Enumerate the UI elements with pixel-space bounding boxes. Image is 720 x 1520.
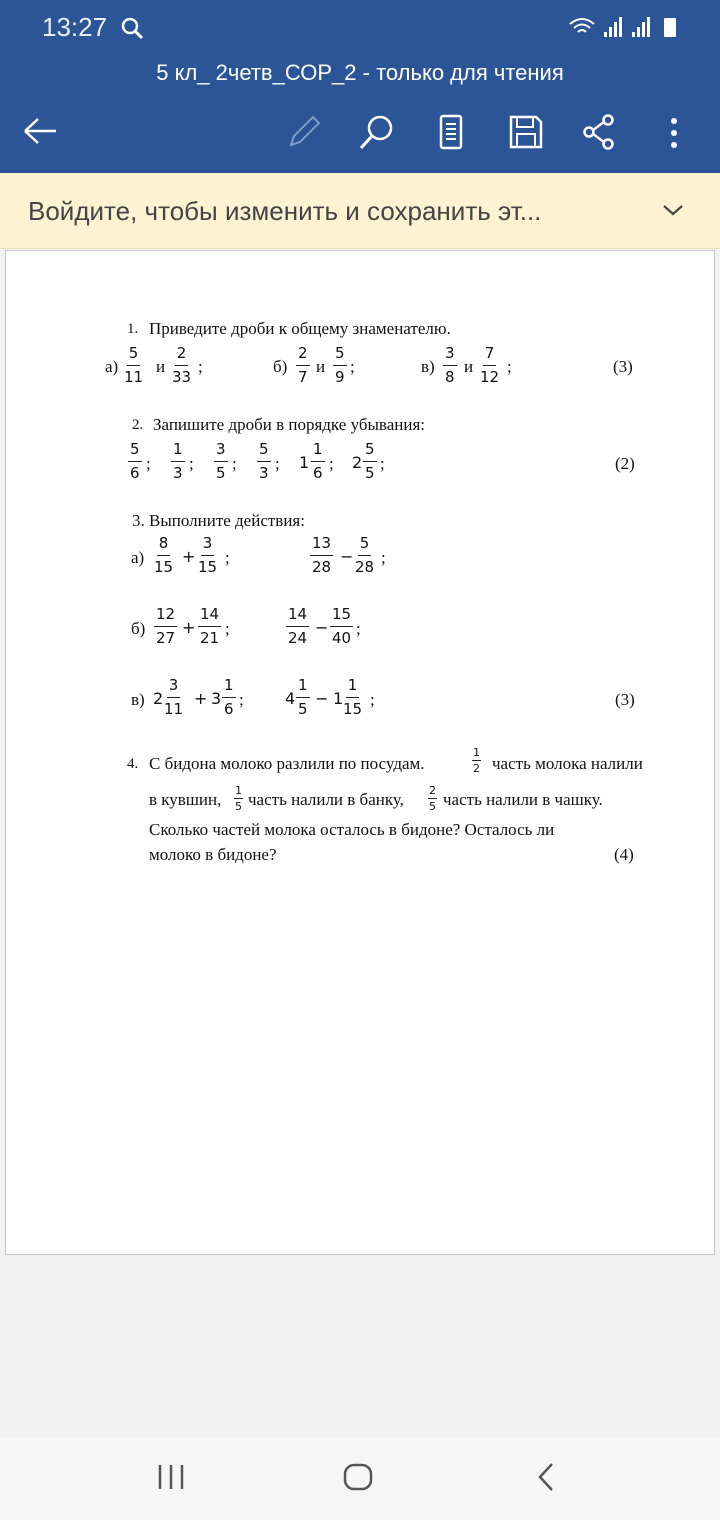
share-icon[interactable] (582, 114, 616, 150)
task4-text: часть налили в банку, (248, 790, 404, 809)
system-nav-bar (0, 1437, 720, 1520)
numerator: 1 (235, 784, 242, 797)
denominator: 28 (312, 558, 332, 576)
fraction (296, 344, 310, 387)
task4-text: Сколько частей молока осталось в бидоне? Осталось ли (149, 820, 555, 839)
semicolon: ; (329, 454, 334, 473)
semicolon: ; (370, 690, 375, 709)
numerator: 5 (363, 440, 377, 462)
label-c: в) (131, 690, 145, 709)
denominator: 24 (288, 629, 308, 647)
task1-points: (3) (613, 357, 633, 376)
label-a: а) (105, 357, 119, 376)
denominator: 40 (332, 629, 352, 647)
document-title: 5 кл_ 2четв_СОР_2 - только для чтения (156, 60, 564, 85)
semicolon: ; (225, 619, 230, 638)
fraction (472, 747, 481, 775)
fraction (428, 785, 437, 813)
reading-view-icon[interactable] (438, 114, 464, 150)
signal-wifi-battery-icons (568, 14, 683, 40)
denominator: 28 (355, 558, 375, 576)
fraction (154, 605, 177, 648)
whole-part: 2 (352, 453, 363, 472)
fraction (311, 440, 325, 483)
numerator: 3 (201, 534, 215, 556)
numerator: 5 (333, 344, 347, 366)
semicolon: ; (146, 454, 151, 473)
semicolon: ; (381, 548, 386, 567)
sign-in-banner[interactable] (0, 173, 720, 249)
home-icon[interactable] (342, 1462, 374, 1492)
denominator: 5 (235, 800, 242, 813)
app-header (0, 0, 720, 173)
fraction (198, 605, 221, 648)
numerator: 1 (296, 676, 310, 698)
denominator: 2 (473, 762, 480, 775)
fraction (222, 676, 236, 719)
task3-points: (3) (615, 690, 635, 709)
minus-sign: − (340, 547, 354, 566)
fraction (363, 440, 377, 483)
minus-sign: − (315, 689, 329, 708)
numerator: 5 (128, 440, 142, 462)
plus-sign: + (194, 689, 208, 708)
and-word: и (464, 357, 474, 376)
numerator: 14 (286, 605, 309, 627)
task4-text: С бидона молоко разлили по посудам. (149, 754, 425, 773)
fraction (154, 534, 173, 577)
fraction (164, 676, 183, 719)
semicolon: ; (350, 357, 355, 376)
task4-text: молоко в бидоне? (149, 845, 277, 864)
plus-sign: + (182, 618, 196, 637)
task4-text: часть налили в чашку. (443, 790, 603, 809)
task3-heading: 3. Выполните действия: (132, 511, 305, 530)
numerator: 2 (175, 344, 189, 366)
denominator: 11 (164, 700, 184, 718)
sign-in-banner-text: Войдите, чтобы изменить и сохранить эт... (28, 196, 542, 226)
denominator: 5 (365, 464, 375, 482)
fraction (172, 344, 191, 387)
denominator: 6 (130, 464, 140, 482)
denominator: 5 (298, 700, 308, 718)
numerator: 8 (157, 534, 171, 556)
semicolon: ; (198, 357, 203, 376)
fraction (286, 605, 309, 648)
task2-number: 2. (132, 417, 144, 433)
denominator: 7 (298, 368, 308, 386)
denominator: 15 (154, 558, 174, 576)
denominator: 15 (198, 558, 218, 576)
numerator: 5 (127, 344, 141, 366)
label-a: а) (131, 548, 145, 567)
label-c: в) (421, 357, 435, 376)
numerator: 5 (358, 534, 372, 556)
task4-text: часть молока налили (492, 754, 643, 773)
numerator: 7 (483, 344, 497, 366)
fraction (214, 440, 228, 483)
denominator: 33 (172, 368, 192, 386)
semicolon: ; (380, 454, 385, 473)
fraction (198, 534, 217, 577)
numerator: 3 (443, 344, 457, 366)
semicolon: ; (239, 690, 244, 709)
denominator: 6 (313, 464, 323, 482)
numerator: 2 (429, 784, 436, 797)
numerator: 3 (214, 440, 228, 462)
fraction (124, 344, 143, 387)
fraction (296, 676, 310, 719)
denominator: 11 (124, 368, 144, 386)
fraction (443, 344, 457, 387)
fraction (343, 676, 362, 719)
task2-points: (2) (615, 454, 635, 473)
fraction (257, 440, 271, 483)
numerator: 1 (346, 676, 360, 698)
denominator: 27 (156, 629, 176, 647)
task2-heading: Запишите дроби в порядке убывания: (153, 415, 425, 434)
numerator: 3 (167, 676, 181, 698)
denominator: 3 (259, 464, 269, 482)
semicolon: ; (507, 357, 512, 376)
back-arrow-icon[interactable] (22, 116, 58, 146)
numerator: 5 (257, 440, 271, 462)
denominator: 21 (200, 629, 220, 647)
chevron-down-icon[interactable] (662, 203, 684, 217)
semicolon: ; (356, 619, 361, 638)
fraction (128, 440, 142, 483)
numerator: 2 (296, 344, 310, 366)
task4-points: (4) (614, 845, 634, 864)
semicolon: ; (232, 454, 237, 473)
semicolon: ; (275, 454, 280, 473)
whole-part: 1 (333, 689, 344, 708)
numerator: 12 (154, 605, 177, 627)
semicolon: ; (225, 548, 230, 567)
task4-number: 4. (127, 756, 139, 772)
denominator: 12 (480, 368, 500, 386)
numerator: 13 (310, 534, 333, 556)
semicolon: ; (189, 454, 194, 473)
back-nav-icon[interactable] (536, 1462, 556, 1492)
minus-sign: − (315, 618, 329, 637)
recent-apps-icon[interactable] (156, 1463, 186, 1491)
edit-pencil-icon[interactable] (286, 114, 322, 150)
denominator: 5 (216, 464, 226, 482)
fraction (355, 534, 374, 577)
fraction (333, 344, 347, 387)
task1-heading: Приведите дроби к общему знаменателю. (149, 319, 451, 338)
label-b: б) (273, 357, 288, 376)
denominator: 6 (224, 700, 234, 718)
whole-part: 2 (153, 689, 164, 708)
document-page (5, 250, 715, 1255)
denominator: 3 (173, 464, 183, 482)
whole-part: 1 (299, 453, 310, 472)
numerator: 15 (330, 605, 353, 627)
denominator: 5 (429, 800, 436, 813)
task1-number: 1. (127, 321, 139, 337)
numerator: 14 (198, 605, 221, 627)
numerator: 1 (473, 746, 480, 759)
save-icon[interactable] (508, 114, 544, 150)
and-word: и (316, 357, 326, 376)
fraction (480, 344, 499, 387)
fraction (330, 605, 353, 648)
label-b: б) (131, 619, 146, 638)
fraction (310, 534, 333, 577)
numerator: 1 (311, 440, 325, 462)
fraction (234, 785, 243, 813)
whole-part: 4 (285, 689, 296, 708)
whole-part: 3 (211, 689, 222, 708)
numerator: 1 (222, 676, 236, 698)
plus-sign: + (182, 547, 196, 566)
task4-text: в кувшин, (149, 790, 222, 809)
more-options-icon[interactable] (668, 116, 680, 150)
denominator: 9 (335, 368, 345, 386)
and-word: и (156, 357, 166, 376)
fraction (171, 440, 185, 483)
status-time: 13:27 (42, 12, 108, 42)
search-status-icon (120, 16, 144, 40)
denominator: 8 (445, 368, 455, 386)
denominator: 15 (343, 700, 363, 718)
search-icon[interactable] (358, 114, 396, 152)
numerator: 1 (171, 440, 185, 462)
